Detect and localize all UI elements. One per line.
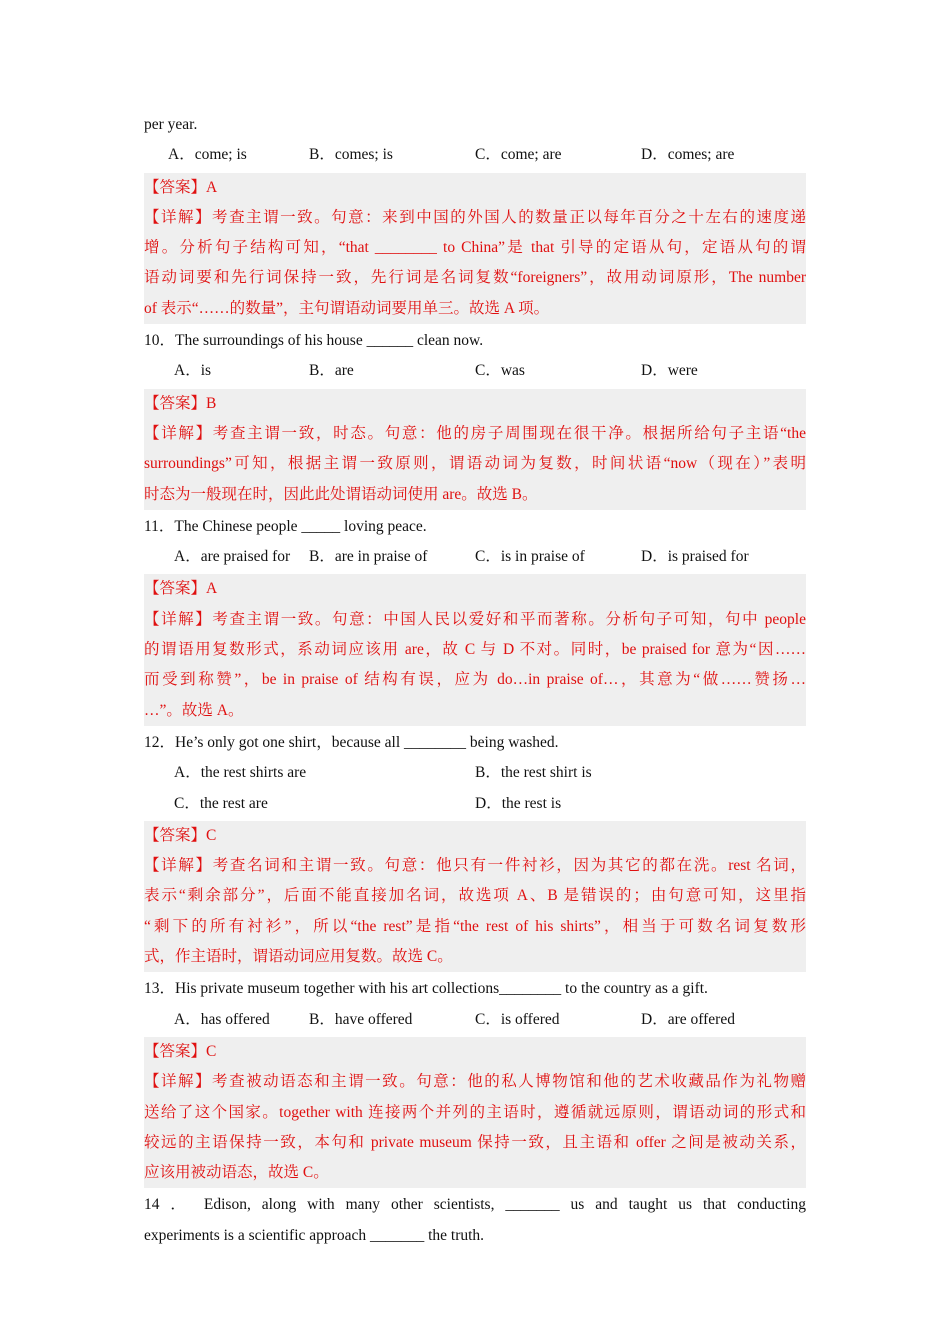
explanation-line: “剩下的所有衬衫”，所以“the rest”是指“the rest of his shirts”，相当于可数名词复数形 <box>144 917 806 935</box>
explanation-line: 【详解】考查主谓一致。句意：来到中国的外国人的数量正以每年百分之十左右的速度递 <box>144 208 806 226</box>
option-c: C．was <box>475 362 525 380</box>
question-text: 12．He’s only got one shirt，because all ________ being washed. <box>144 733 559 751</box>
option-d: D．were <box>641 362 698 380</box>
options-row <box>144 1005 806 1035</box>
explanation-line: 的谓语用复数形式，系动词应该用 are，故 C 与 D 不对。同时，be praised for 意为“因…… <box>144 641 806 659</box>
question-block <box>144 728 806 972</box>
answer-box <box>144 821 806 972</box>
explanation-line: of 表示“……的数量”，主句谓语动词要用单三。故选 A 项。 <box>144 299 550 317</box>
explanation-line: 【详解】考查被动语态和主谓一致。句意：他的私人博物馆和他的艺术收藏品作为礼物赠 <box>144 1073 806 1091</box>
answer-label: 【答案】C <box>144 1042 217 1060</box>
option-d: D．the rest is <box>475 794 562 812</box>
explanation-line: 较远的主语保持一致，本句和 private museum 保持一致，且主语和 offer 之间是被动关系， <box>144 1133 806 1151</box>
question-text: per year. <box>144 116 198 133</box>
option-c: C．is offered <box>475 1010 560 1028</box>
answer-label: 【答案】A <box>144 580 218 598</box>
option-a: A．has offered <box>174 1010 270 1028</box>
explanation-line: 【详解】考查主谓一致。句意：中国人民以爱好和平而著称。分析句子可知，句中 people <box>144 610 806 628</box>
explanation-line: 【详解】考查主谓一致，时态。句意：他的房子周围现在很干净。根据所给句子主语“the <box>144 424 806 442</box>
question-block <box>144 512 806 726</box>
option-d: D．is praised for <box>641 548 749 566</box>
options-row <box>144 789 806 819</box>
option-c: C．is in praise of <box>475 548 585 566</box>
answer-box <box>144 1037 806 1188</box>
explanation-line: 表示“剩余部分”，后面不能直接加名词，故选项 A、B 是错误的；由句意可知，这里指 <box>144 887 806 905</box>
answer-box <box>144 389 806 510</box>
answer-box <box>144 574 806 725</box>
explanation-line: 应该用被动语态，故选 C。 <box>144 1164 329 1182</box>
option-b: B．the rest shirt is <box>475 764 592 782</box>
question-text: 14 ． Edison, along with many other scientists, _______ us and taught us that conducting <box>144 1196 806 1214</box>
option-a: A．the rest shirts are <box>174 764 307 782</box>
question-text: 13．His private museum together with his art collections________ to the country as a gift. <box>144 980 708 998</box>
option-a: A．come; is <box>168 146 247 164</box>
option-a: A．are praised for <box>174 548 291 566</box>
question-text: 10．The surroundings of his house ______ clean now. <box>144 332 484 350</box>
explanation-line: 送给了这个国家。together with 连接两个并列的主语时，遵循就远原则，谓语动词的形式和 <box>144 1103 806 1121</box>
answer-label: 【答案】A <box>144 178 218 196</box>
options-row <box>144 758 806 788</box>
document-page <box>144 110 806 1251</box>
explanation-line: 而受到称赞”，be in praise of 结构有误，应为 do…in praise of…，其意为“做……赞扬… <box>144 671 806 689</box>
options-row <box>144 140 806 170</box>
options-row <box>144 542 806 572</box>
option-b: B．have offered <box>309 1010 413 1028</box>
question-block <box>144 974 806 1188</box>
explanation-line: 语动词要和先行词保持一致，先行词是名词复数“foreigners”，故用动词原形，The number <box>144 269 806 287</box>
question-block <box>144 110 806 324</box>
option-b: B．are <box>309 362 354 380</box>
answer-label: 【答案】B <box>144 394 217 412</box>
question-block <box>144 1190 806 1251</box>
option-c: C．come; are <box>475 146 562 164</box>
question-text: 11．The Chinese people _____ loving peace. <box>144 517 427 535</box>
option-b: B．comes; is <box>309 146 393 164</box>
explanation-line: surroundings”可知，根据主谓一致原则，谓语动词为复数，时间状语“now（现在）”表明 <box>144 455 806 473</box>
answer-label: 【答案】C <box>144 826 217 844</box>
explanation-line: …”。故选 A。 <box>144 701 244 719</box>
explanation-line: 【详解】考查名词和主谓一致。句意：他只有一件衬衫，因为其它的都在洗。rest 名词， <box>144 857 806 875</box>
options-row <box>144 356 806 386</box>
explanation-line: 时态为一般现在时，因此此处谓语动词使用 are。故选 B。 <box>144 485 538 503</box>
option-c: C．the rest are <box>174 794 268 812</box>
answer-box <box>144 173 806 324</box>
explanation-line: 式，作主语时，谓语动词应用复数。故选 C。 <box>144 948 453 966</box>
option-a: A．is <box>174 362 212 380</box>
question-block <box>144 326 806 510</box>
option-d: D．comes; are <box>641 146 735 164</box>
option-b: B．are in praise of <box>309 548 428 566</box>
option-d: D．are offered <box>641 1010 735 1028</box>
question-text: experiments is a scientific approach _______ the truth. <box>144 1226 485 1244</box>
explanation-line: 增。分析句子结构可知，“that ________ to China”是 that 引导的定语从句，定语从句的谓 <box>144 239 806 257</box>
